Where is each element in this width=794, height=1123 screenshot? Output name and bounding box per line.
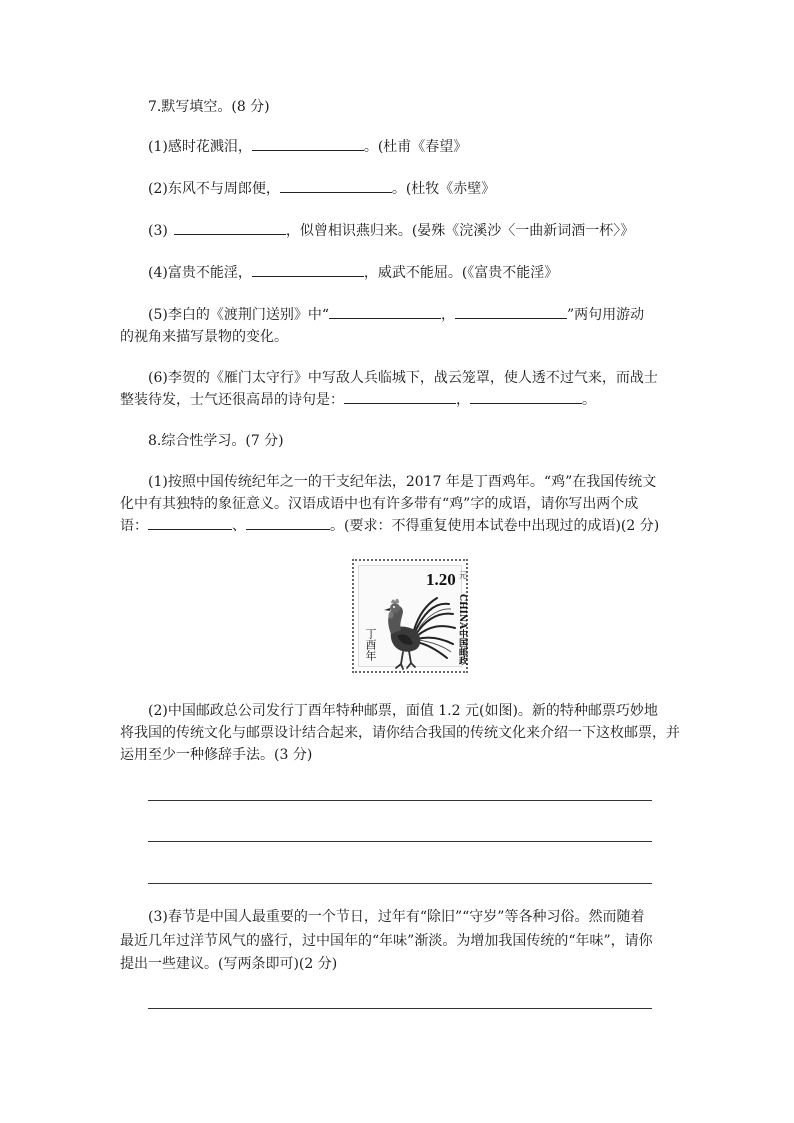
q7-item-2-post: 。(杜牧《赤壁》 xyxy=(391,181,496,197)
q7-item-2-blank[interactable] xyxy=(280,178,392,193)
q8-p1-line2: 化中有其独特的象征意义。汉语成语中也有许多带有“鸡”字的成语，请你写出两个成 xyxy=(120,496,639,512)
q8-p3-line1: (3)春节是中国人最重要的一个节日，过年有“除旧”“守岁”等各种习俗。然而随着 xyxy=(148,909,645,925)
q7-item-5-blank-a[interactable] xyxy=(329,304,441,319)
q8-p1-pre: 语： xyxy=(120,518,148,534)
q7-item-5-mid: ， xyxy=(441,307,455,323)
q7-item-6-line1: (6)李贺的《雁门太守行》中写敌人兵临城下，战云笼罩，使人透不过气来，而战士 xyxy=(148,370,658,386)
q8-idiom-blank-a[interactable] xyxy=(148,515,232,530)
q8-p1-post: 。(要求：不得重复使用本试卷中出现过的成语)(2 分) xyxy=(330,518,660,534)
q8-p1-line3 xyxy=(120,515,680,537)
q8-p3-line2: 最近几年过洋节风气的盛行，过中国年的“年味”渐淡。为增加我国传统的“年味”，请你 xyxy=(120,933,653,949)
q8-title: 8.综合性学习。(7 分) xyxy=(148,433,284,449)
rooster-stamp xyxy=(352,559,468,673)
answer-line-4[interactable] xyxy=(148,1008,652,1009)
q7-item-3-pre: (3) xyxy=(148,223,168,239)
q7-title: 7.默写填空。(8 分) xyxy=(148,99,270,115)
q7-item-5-line1 xyxy=(148,304,708,326)
q8-p2-line1: (2)中国邮政总公司发行丁酉年特种邮票，面值 1.2 元(如图)。新的特种邮票巧妙地 xyxy=(148,703,658,719)
q7-item-6-blank-a[interactable] xyxy=(344,389,456,404)
q7-item-3-post: ，似曾相识燕归来。(晏殊《浣溪沙〈一曲新词酒一杯〉》 xyxy=(285,223,635,239)
q8-p1-mid: 、 xyxy=(232,518,246,534)
q7-item-6-mid: ， xyxy=(456,392,470,408)
q7-item-5-post: ”两句用游动 xyxy=(567,307,645,323)
q7-item-3-blank[interactable] xyxy=(174,220,286,235)
q7-item-1-pre: (1)感时花溅泪， xyxy=(148,139,252,155)
q7-item-6-pre: 整装待发，士气还很高昂的诗句是： xyxy=(120,392,344,408)
answer-line-3[interactable] xyxy=(148,883,652,884)
q7-item-2 xyxy=(148,178,708,200)
q7-item-5-pre: (5)李白的《渡荆门送别》中“ xyxy=(148,307,329,323)
q7-item-1 xyxy=(148,136,708,158)
q7-item-4-pre: (4)富贵不能淫， xyxy=(148,265,252,281)
q8-idiom-blank-b[interactable] xyxy=(246,515,330,530)
q7-item-5-line2: 的视角来描写景物的变化。 xyxy=(120,329,288,345)
stamp-face xyxy=(358,565,467,667)
q7-item-4 xyxy=(148,262,708,284)
stamp-country: CHINA中国邮政 xyxy=(457,594,467,666)
q8-p3-line3: 提出一些建议。(写两条即可)(2 分) xyxy=(120,956,338,972)
stamp-year: 丁酉年 xyxy=(364,628,377,661)
q7-item-6-post: 。 xyxy=(582,392,596,408)
q7-item-6-line2 xyxy=(120,389,680,411)
q7-item-5-blank-b[interactable] xyxy=(455,304,567,319)
q8-p1-line1: (1)按照中国传统纪年之一的干支纪年法，2017 年是丁酉鸡年。“鸡”在我国传统文 xyxy=(148,474,657,490)
q7-item-4-post: ，威武不能屈。(《富贵不能淫》 xyxy=(363,265,559,281)
answer-line-1[interactable] xyxy=(148,800,652,801)
q7-item-1-blank[interactable] xyxy=(252,136,364,151)
q8-p2-line3: 运用至少一种修辞手法。(3 分) xyxy=(120,747,313,763)
q7-item-4-blank[interactable] xyxy=(252,262,364,277)
stamp-denomination: 1.20 xyxy=(426,570,456,589)
rooster-illustration xyxy=(369,584,459,672)
q7-item-1-post: 。(杜甫《春望》 xyxy=(363,139,468,155)
stamp-unit: 元 xyxy=(459,571,467,580)
q7-item-3 xyxy=(148,220,708,242)
q7-item-2-pre: (2)东风不与周郎便， xyxy=(148,181,280,197)
q7-item-6-blank-b[interactable] xyxy=(470,389,582,404)
answer-line-2[interactable] xyxy=(148,841,652,842)
q8-p2-line2: 将我国的传统文化与邮票设计结合起来，请你结合我国的传统文化来介绍一下这枚邮票，并 xyxy=(120,725,680,741)
